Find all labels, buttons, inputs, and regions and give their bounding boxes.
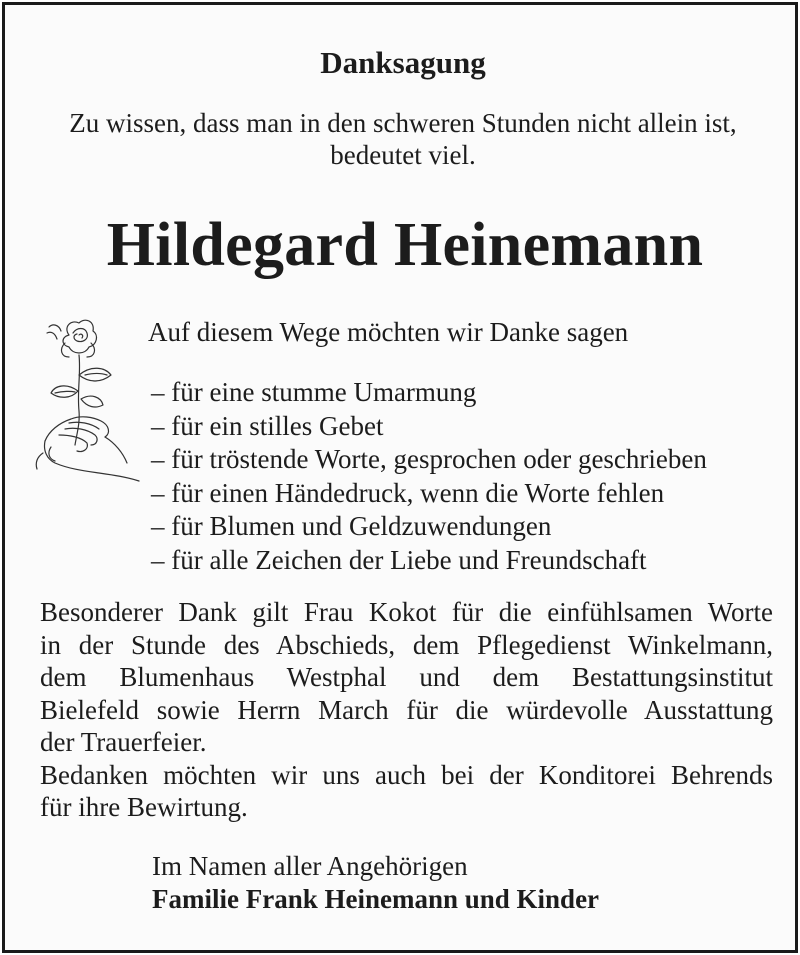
paragraph-line: in der Stunde des Abschieds, dem Pflegedienst Winkelmann, — [40, 629, 773, 660]
intro-line: bedeutet viel. — [330, 140, 476, 170]
special-thanks-paragraph — [40, 596, 773, 824]
obituary-notice-frame — [2, 2, 798, 953]
signature-block — [152, 850, 599, 916]
paragraph-line: für ihre Bewirtung. — [40, 792, 248, 822]
thanks-list — [151, 376, 707, 577]
intro-text — [5, 107, 800, 171]
family-name: Familie Frank Heinemann und Kinder — [152, 884, 600, 914]
thanks-list-item: – für einen Händedruck, wenn die Worte fehlen — [151, 477, 665, 508]
intro-line: Zu wissen, dass man in den schweren Stunden nicht allein ist, — [69, 108, 737, 138]
paragraph-line: dem Blumenhaus Westphal und dem Bestattungsinstitut — [40, 662, 773, 692]
thanks-list-item: – für alle Zeichen der Liebe und Freundschaft — [151, 544, 647, 575]
thanks-list-item: – für eine stumme Umarmung — [151, 377, 477, 407]
deceased-name: Hildegard Heinemann — [106, 211, 704, 279]
paragraph-line: der Trauerfeier. — [40, 727, 207, 757]
paragraph-line: Bedanken möchten wir uns auch bei der Konditorei Behrends — [40, 759, 773, 790]
thanks-intro: Auf diesem Wege möchten wir Danke sagen — [148, 317, 629, 347]
thanks-list-item: – für ein stilles Gebet — [151, 410, 384, 441]
paragraph-line: Bielefeld sowie Herrn March für die würdevolle Ausstattung — [40, 694, 773, 725]
signature-line: Im Namen aller Angehörigen — [152, 851, 468, 881]
thanks-list-item: – für tröstende Worte, gesprochen oder geschrieben — [151, 444, 707, 474]
rose-in-hand-icon — [29, 313, 149, 483]
paragraph-line: Besonderer Dank gilt Frau Kokot für die einfühlsamen Worte — [40, 597, 773, 627]
notice-heading: Danksagung — [320, 45, 486, 80]
thanks-list-item: – für Blumen und Geldzuwendungen — [151, 511, 552, 541]
